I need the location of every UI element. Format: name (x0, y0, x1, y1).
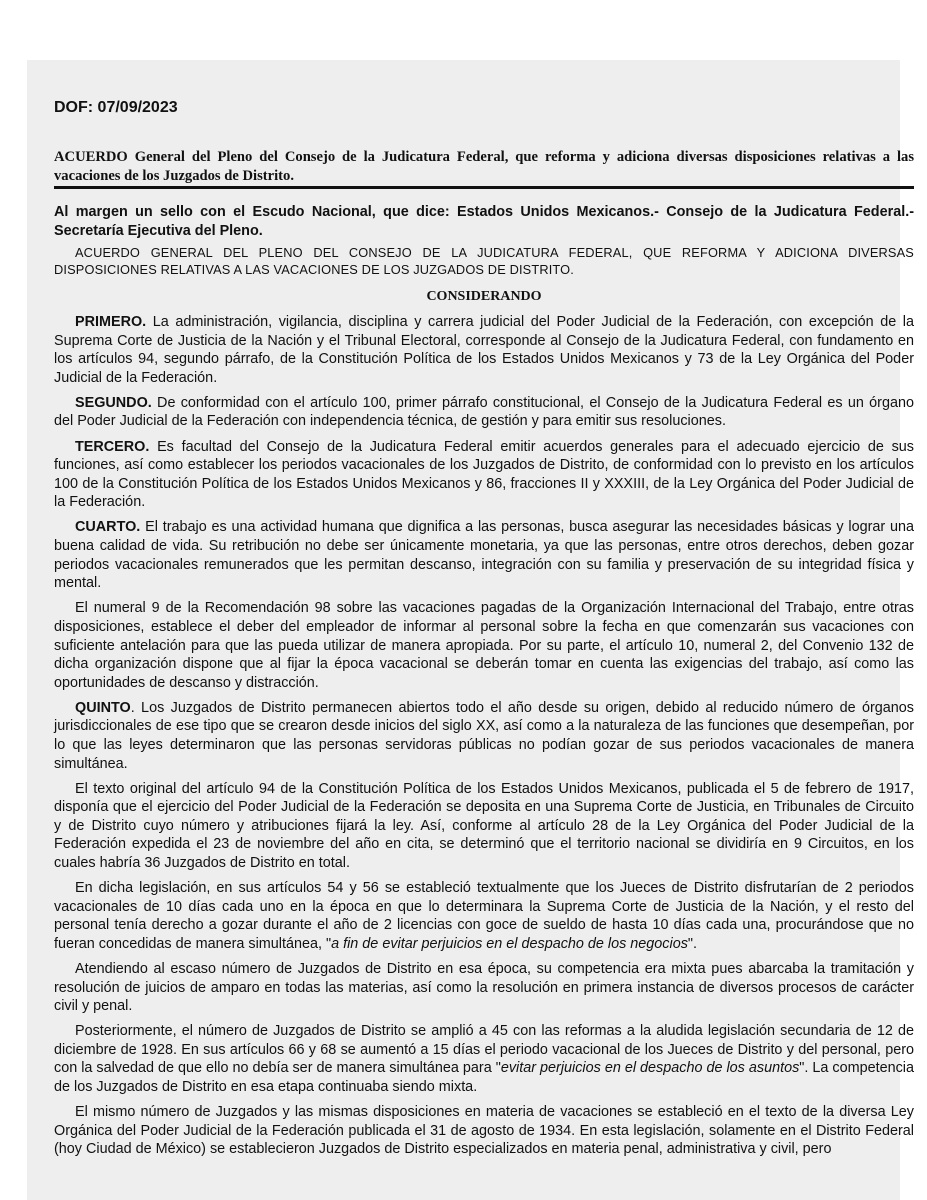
paragraph-segundo (54, 394, 914, 431)
paragraph-articulo-94 (54, 780, 914, 873)
paragraph-articulos-54-56 (54, 879, 914, 953)
paragraph-ley-1934 (54, 1103, 914, 1159)
paragraph-text: El numeral 9 de la Recomendación 98 sobre las vacaciones pagadas de la Organización Internacional del Trabajo, entre otras disposiciones, establece el deber del empleador de informar al personal sobre la fecha en que comenzarán sus vacaciones con suficiente antelación para que las pueda utilizar de manera apropiada. Por su parte, el artículo 10, numeral 2, del Convenio 132 de dicha organización dispone que al fijar la época vacacional se deberán tomar en cuenta las exigencias del trabajo, así como las oportunidades de descanso y distracción. (54, 600, 914, 691)
paragraph-text: La administración, vigilancia, disciplina y carrera judicial del Poder Judicial de la Federación, con excepción de la Suprema Corte de Justicia de la Nación y el Tribunal Electoral, corresponde al Consejo de la Judicatura Federal, con fundamento en los artículos 94, segundo párrafo, de la Constitución Política de los Estados Unidos Mexicanos y 73 de la Ley Orgánica del Poder Judicial de la Federación. (54, 314, 914, 386)
paragraph-lead: TERCERO. (75, 438, 150, 455)
seal-note: Al margen un sello con el Escudo Nacional, que dice: Estados Unidos Mexicanos.- Consejo de la Judicatura Federal.- Secretaría Ejecutiva del Pleno. (54, 204, 914, 239)
paragraph-cuarto (54, 518, 914, 592)
paragraph-lead: QUINTO (75, 699, 131, 716)
dof-date: DOF: 07/09/2023 (54, 99, 178, 116)
paragraph-text: En dicha legislación, en sus artículos 54 y 56 se estableció textualmente que los Jueces de Distrito disfrutarían de 2 periodos vacacionales de 10 días cada uno en la época en que lo determinara la Suprema Corte de Justicia de la Nación, y el resto del personal tenía derecho a gozar durante el año de 2 licencias con goce de sueldo de hasta 10 días cada una, procurándose que no fueran concedidas de manera simultánea, " (54, 880, 914, 952)
paragraph-recomendacion-98 (54, 599, 914, 692)
paragraph-text: Posteriormente, el número de Juzgados de Distrito se amplió a 45 con las reformas a la aludida legislación secundaria de 12 de diciembre de 1928. En sus artículos 66 y 68 se aumentó a 15 días el periodo vacacional de los Jueces de Distrito y del personal, pero con la salvedad de que ello no debía ser de manera simultánea para " (54, 1023, 914, 1077)
paragraph-lead: PRIMERO. (75, 314, 147, 330)
section-heading: CONSIDERANDO (426, 289, 542, 304)
body-paragraphs (54, 313, 914, 1165)
paragraph-lead: CUARTO. (75, 519, 141, 536)
title-divider (54, 186, 914, 189)
paragraph-primero (54, 313, 914, 387)
paragraph-text: . Los Juzgados de Distrito permanecen abiertos todo el año desde su origen, debido al reducido número de órganos jurisdiccionales de ese tipo que se crearon desde inicios del siglo XX, así como a la naturaleza de las funciones que desempeñan, por lo que las leyes determinaron que las personas servidoras públicas no podían gozar de sus periodos vacacionales de manera simultánea. (54, 699, 914, 772)
paragraph-quote: evitar perjuicios en el despacho de los asuntos (500, 1060, 800, 1077)
paragraph-quote: a fin de evitar perjuicios en el despacho de los negocios (331, 935, 688, 952)
paragraph-reforma-1928 (54, 1022, 914, 1096)
paragraph-lead: SEGUNDO. (75, 394, 152, 411)
caps-title: ACUERDO GENERAL DEL PLENO DEL CONSEJO DE LA JUDICATURA FEDERAL, QUE REFORMA Y ADICIONA DIVERSAS DISPOSICIONES RELATIVAS A LAS VACACIONES DE LOS JUZGADOS DE DISTRITO. (54, 245, 914, 277)
paragraph-text: Atendiendo al escaso número de Juzgados de Distrito en esa época, su competencia era mixta pues abarcaba la tramitación y resolución de juicios de amparo en todas las materias, así como la resolución en primera instancia de diversos procesos de carácter civil y penal. (54, 961, 914, 1015)
paragraph-tail: ". La competencia de los Juzgados de Distrito en esa etapa continuaba siendo mixta. (54, 1060, 915, 1096)
paragraph-tercero (54, 438, 914, 512)
paragraph-text: El mismo número de Juzgados y las mismas disposiciones en materia de vacaciones se estableció en el texto de la diversa Ley Orgánica del Poder Judicial de la Federación publicada el 31 de agosto de 1934. En esta legislación, solamente en el Distrito Federal (hoy Ciudad de México) se establecieron Juzgados de Distrito especializados en materia penal, administrativa y civil, pero (54, 1104, 914, 1158)
paragraph-text: Es facultad del Consejo de la Judicatura Federal emitir acuerdos generales para el adecuado ejercicio de sus funciones, así como establecer los periodos vacacionales de los Juzgados de Distrito, de conformidad con lo previsto en los artículos 100 de la Constitución Política de los Estados Unidos Mexicanos y 86, fracciones II y XXXIII, de la Ley Orgánica del Poder Judicial de la Federación. (54, 438, 914, 511)
paragraph-quinto (54, 699, 914, 773)
document-page (27, 60, 915, 1200)
paragraph-text: El texto original del artículo 94 de la Constitución Política de los Estados Unidos Mexicanos, publicada el 5 de febrero de 1917, disponía que el ejercicio del Poder Judicial de la Federación se deposita en una Suprema Corte de Justicia, en Tribunales de Circuito y de Distrito cuyo número y atribuciones fijará la ley. Así, conforme al artículo 28 de la Ley Orgánica del Poder Judicial de la Federación expedida el 23 de noviembre del año en cita, se determinó que el territorio nacional se dividiría en 9 Circuitos, en los cuales habría 36 Juzgados de Distrito en total. (54, 780, 914, 872)
paragraph-text: El trabajo es una actividad humana que dignifica a las personas, busca asegurar las necesidades básicas y lograr una buena calidad de vida. Su retribución no debe ser únicamente monetaria, ya que las personas, entre otros derechos, deben gozar periodos vacacionales remunerados que les permitan descanso, integración con su familia y preservación de su integridad física y mental. (54, 519, 914, 592)
paragraph-tail: ". (687, 935, 698, 952)
paragraph-text: De conformidad con el artículo 100, primer párrafo constitucional, el Consejo de la Judicatura Federal es un órgano del Poder Judicial de la Federación con independencia técnica, de gestión y para emitir sus resoluciones. (54, 394, 914, 430)
document-title: ACUERDO General del Pleno del Consejo de la Judicatura Federal, que reforma y adiciona diversas disposiciones relativas a las vacaciones de los Juzgados de Distrito. (54, 149, 914, 184)
paragraph-competencia-mixta (54, 960, 914, 1016)
